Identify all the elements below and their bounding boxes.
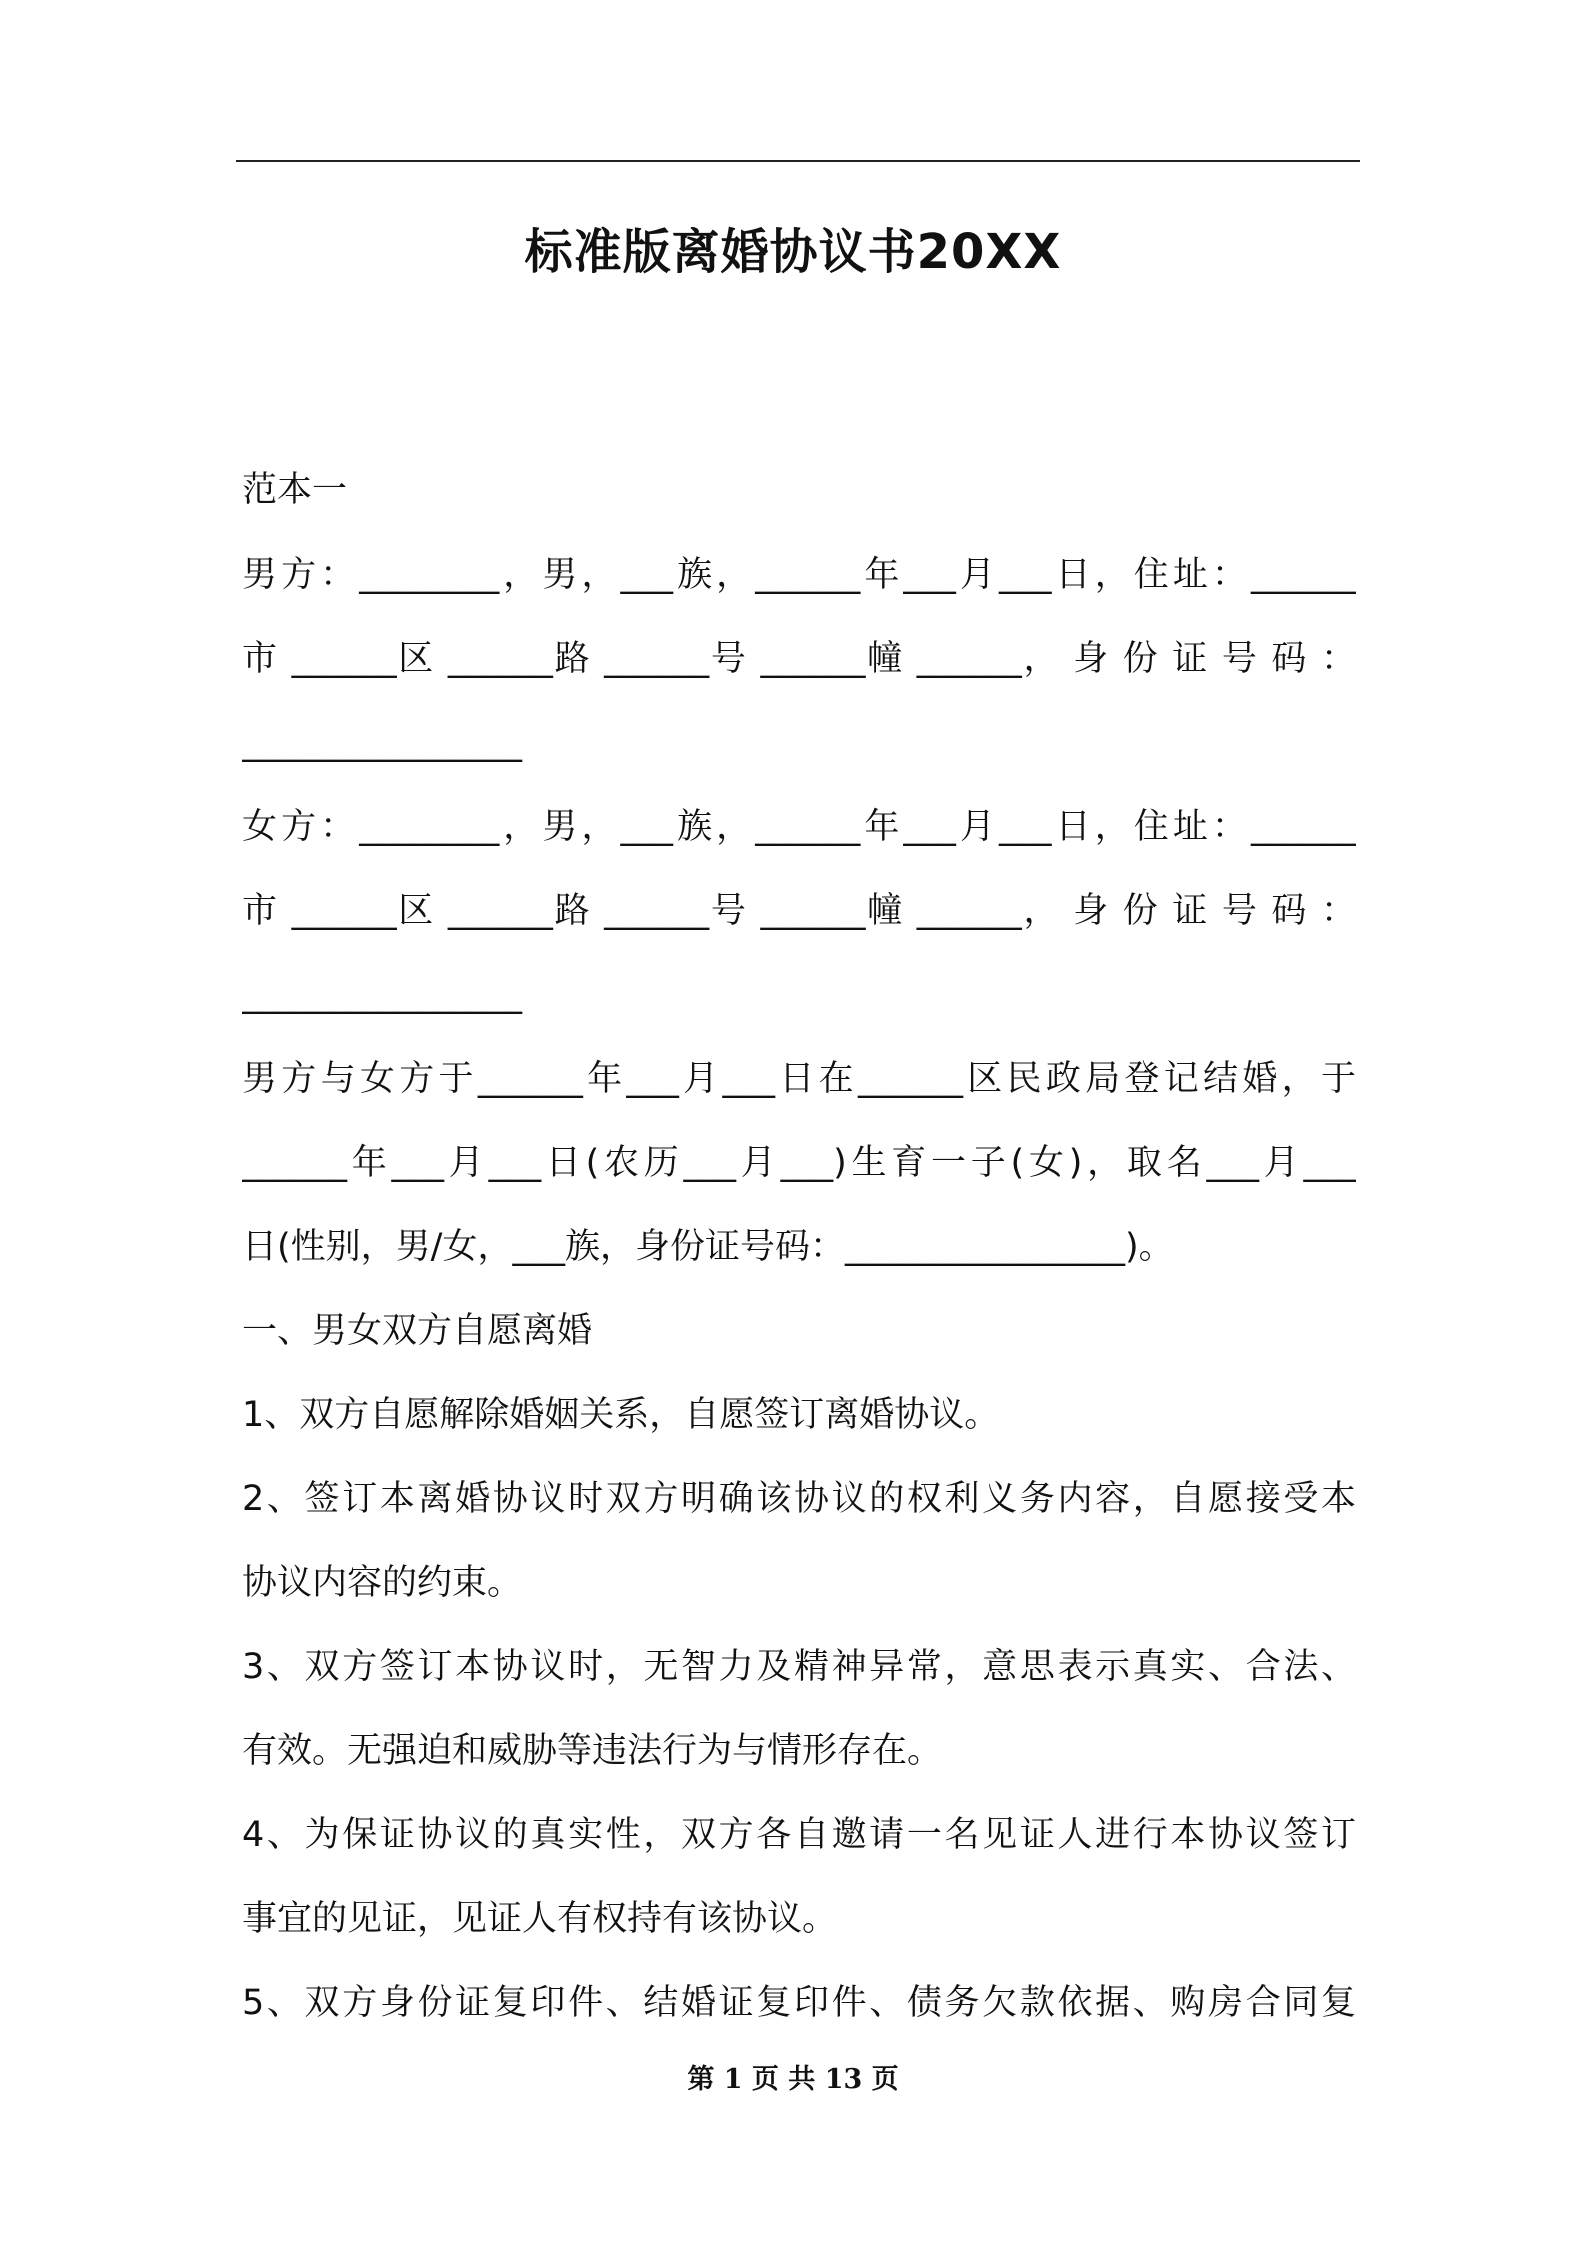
paragraph-line: 1、双方自愿解除婚姻关系，自愿签订离婚协议。 — [242, 1395, 1000, 1435]
paragraph-line: 女方：________，男，___族，______年___月___日，住址：______ — [242, 807, 1356, 847]
paragraph-line: 市 ______区 ______路 ______号 ______幢 ______， 身 份 证 号 码 ： — [242, 639, 1356, 679]
paragraph-line: 男方：________，男，___族，______年___月___日，住址：______ — [242, 555, 1356, 595]
paragraph-line: 2、签订本离婚协议时双方明确该协议的权利义务内容，自愿接受本 — [242, 1479, 1356, 1519]
document-title: 标准版离婚协议书20XX — [524, 224, 1062, 280]
paragraph-line: 4、为保证协议的真实性，双方各自邀请一名见证人进行本协议签订 — [242, 1815, 1356, 1855]
paragraph-line: ________________ — [242, 723, 522, 763]
paragraph-line: 市 ______区 ______路 ______号 ______幢 ______， 身 份 证 号 码 ： — [242, 891, 1356, 931]
paragraph-line: 男方与女方于______年___月___日在______区民政局登记结婚，于 — [242, 1059, 1356, 1099]
paragraph-line: ______年___月___日(农历___月___)生育一子(女)，取名___月___ — [242, 1143, 1356, 1183]
page-number-footer: 第 1 页 共 13 页 — [687, 2064, 899, 2095]
paragraph-line: 事宜的见证，见证人有权持有该协议。 — [242, 1899, 838, 1939]
paragraph-line: 日(性别，男/女，___族，身份证号码：________________)。 — [242, 1227, 1174, 1267]
section-label-sample-one: 范本一 — [242, 470, 348, 510]
paragraph-line: 有效。无强迫和威胁等违法行为与情形存在。 — [242, 1731, 943, 1771]
paragraph-line: 3、双方签订本协议时，无智力及精神异常，意思表示真实、合法、 — [242, 1647, 1356, 1687]
paragraph-line: 5、双方身份证复印件、结婚证复印件、债务欠款依据、购房合同复 — [242, 1983, 1356, 2023]
paragraph-line: 协议内容的约束。 — [242, 1563, 523, 1603]
header-rule — [236, 160, 1360, 162]
section-heading: 一、男女双方自愿离婚 — [242, 1311, 593, 1351]
paragraph-line: ________________ — [242, 975, 522, 1015]
